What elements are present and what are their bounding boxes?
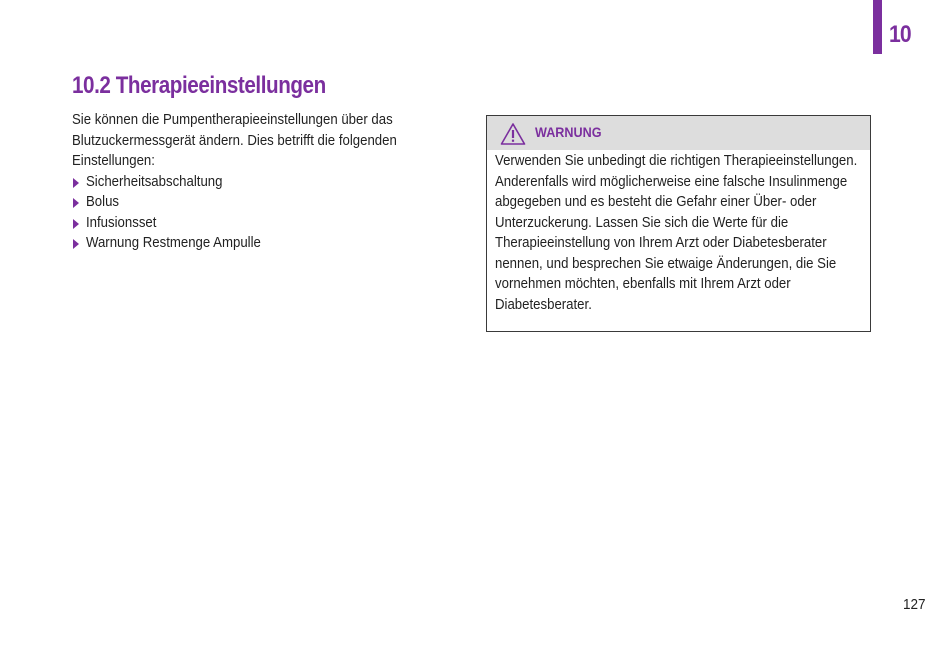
warning-body: Verwenden Sie unbedingt die richtigen Therapieeinstellungen. Anderenfalls wird möglicherweise eine falsche Insulinmenge abgegeben und es besteht die Gefahr einer Über- oder Unterzuckerung. Lassen Sie sich die Werte für die Therapieeinstellung von Ihrem Arzt oder Diabetesberater nennen, und besprechen Sie etwaige Änderungen, die Sie vornehmen möchten, ebenfalls mit Ihrem Arzt oder Diabetesberater. (495, 152, 858, 313)
list-item-label: Sicherheitsabschaltung (86, 172, 223, 190)
chapter-number: 10 (889, 21, 911, 48)
triangle-bullet-icon (73, 239, 79, 249)
triangle-bullet-icon (73, 178, 79, 188)
intro-section (72, 110, 472, 254)
list-item (72, 213, 472, 234)
warning-triangle-icon (500, 122, 526, 146)
warning-title: WARNUNG (535, 124, 602, 140)
list-item-label: Bolus (86, 193, 120, 210)
intro-paragraph: Sie können die Pumpentherapieeinstellungen über das Blutzuckermessgerät ändern. Dies betrifft die folgenden Einstellungen: (72, 111, 397, 169)
list-item (72, 172, 472, 193)
triangle-bullet-icon (73, 219, 79, 229)
warning-header (487, 116, 870, 150)
warning-box (486, 115, 871, 332)
chapter-tab-marker (873, 0, 882, 54)
triangle-bullet-icon (73, 198, 79, 208)
list-item (72, 192, 472, 213)
page-number: 127 (903, 596, 926, 613)
list-item-label: Warnung Restmenge Ampulle (86, 234, 261, 251)
settings-list (72, 172, 472, 254)
section-title: 10.2 Therapieeinstellungen (72, 72, 326, 99)
list-item-label: Infusionsset (86, 213, 157, 231)
list-item (72, 233, 472, 254)
